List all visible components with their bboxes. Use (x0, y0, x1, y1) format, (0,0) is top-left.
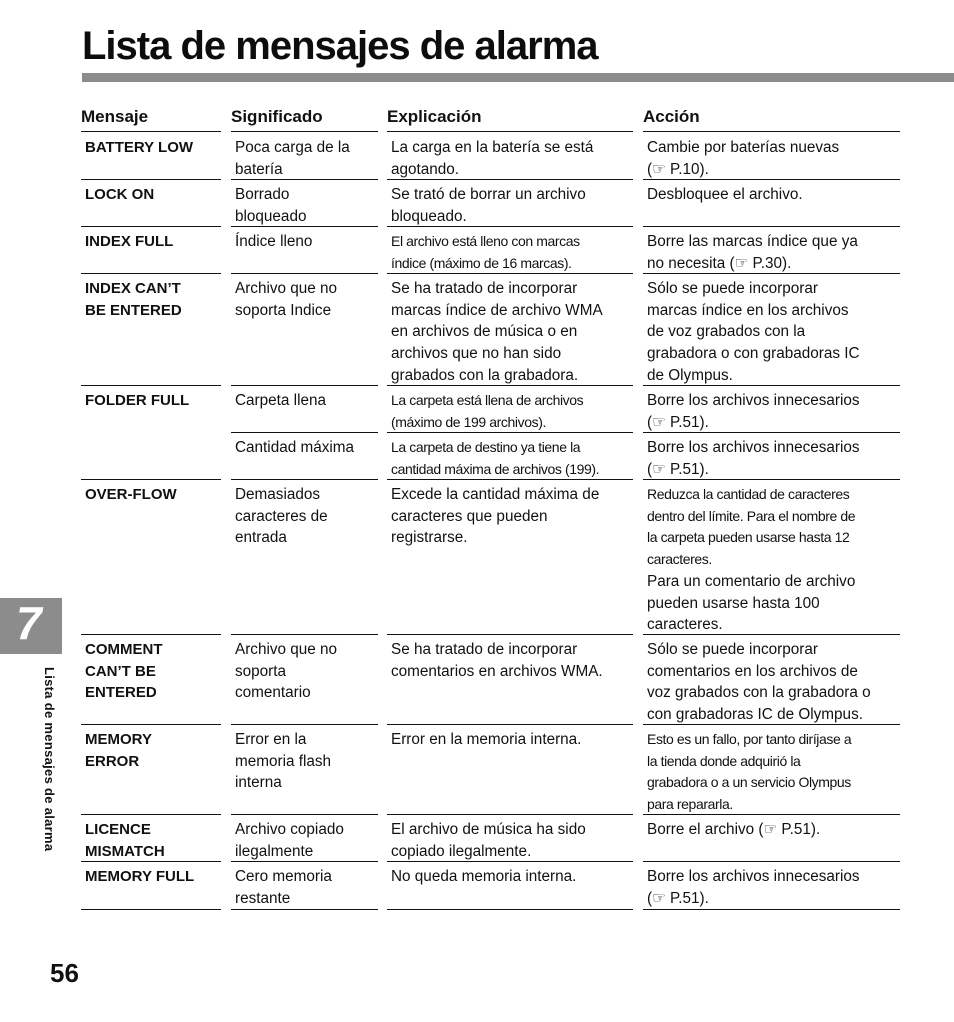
text-line: El archivo está lleno con marcas (391, 233, 580, 249)
cell-accion (643, 274, 900, 386)
text-line: comentarios en archivos WMA. (391, 662, 603, 680)
cell-mensaje (81, 274, 221, 386)
cell-mensaje (81, 862, 221, 910)
cell-accion (643, 433, 900, 480)
text-line: grabadora o con grabadoras IC (647, 345, 860, 363)
text-line: Para un comentario de archivo (647, 572, 856, 590)
text-line: copiado ilegalmente. (391, 842, 532, 860)
cell-mensaje (81, 180, 221, 227)
text-line: caracteres de (235, 507, 328, 525)
text-line: La carga en la batería se está (391, 139, 594, 156)
text-line: OVER-FLOW (85, 486, 177, 503)
cell-significado (231, 815, 378, 862)
cell-accion (643, 227, 900, 274)
cell-accion (643, 725, 900, 815)
text-line: Carpeta llena (235, 392, 326, 409)
chapter-side-label: Lista de mensajes de alarma (42, 667, 57, 852)
text-line: Poca carga de la (235, 139, 350, 156)
text-line: registrarse. (391, 529, 468, 547)
table-row (0, 133, 954, 180)
text-line: ENTERED (85, 684, 157, 702)
text-line: soporta (235, 662, 287, 680)
text-line: Se ha tratado de incorporar (391, 280, 578, 297)
text-line: índice (máximo de 16 marcas). (391, 254, 572, 271)
text-line: BE ENTERED (85, 301, 182, 319)
text-line: LOCK ON (85, 186, 155, 203)
cell-significado (231, 386, 378, 433)
text-line: archivos que no han sido (391, 345, 562, 363)
text-line: ilegalmente (235, 842, 314, 860)
text-line: MISMATCH (85, 842, 165, 860)
text-line: no necesita (☞ P.30). (647, 254, 792, 272)
text-line: grabadora o a un servicio Olympus (647, 774, 851, 791)
text-line: memoria flash (235, 752, 332, 770)
cell-explicacion (387, 386, 633, 433)
text-line: entrada (235, 529, 287, 547)
text-line: Archivo que no (235, 280, 338, 297)
text-line: marcas índice en los archivos (647, 301, 849, 319)
cell-explicacion (387, 862, 633, 910)
text-line: El archivo de música ha sido (391, 821, 586, 838)
cell-explicacion (387, 227, 633, 274)
page-title: Lista de mensajes de alarma (82, 24, 598, 68)
text-line: de voz grabados con la (647, 323, 806, 341)
text-line: Borre los archivos innecesarios (647, 868, 860, 885)
text-line: CAN’T BE (85, 662, 156, 680)
text-line: COMMENT (85, 641, 163, 658)
text-line: soporta Indice (235, 301, 332, 319)
cell-mensaje (81, 725, 221, 815)
text-line: (☞ P.51). (647, 413, 709, 431)
text-line: ERROR (85, 752, 140, 770)
cell-accion (643, 635, 900, 725)
text-line: Borre los archivos innecesarios (647, 439, 860, 456)
chapter-number: 7 (16, 597, 40, 649)
text-line: INDEX FULL (85, 233, 174, 250)
text-line: Borre las marcas índice que ya (647, 233, 858, 250)
text-line: INDEX CAN’T (85, 280, 181, 297)
cell-explicacion (387, 180, 633, 227)
text-line: La carpeta está llena de archivos (391, 392, 584, 408)
text-line: Error en la memoria interna. (391, 731, 582, 748)
cell-significado (231, 133, 378, 180)
page-number: 56 (50, 958, 79, 988)
text-line: restante (235, 889, 291, 907)
cell-accion (643, 815, 900, 862)
table-row (0, 180, 954, 227)
header-mensaje: Mensaje (81, 107, 221, 132)
text-line: Cero memoria (235, 868, 332, 885)
text-line: la tienda donde adquirió la (647, 752, 801, 769)
text-line: bloqueado (235, 207, 307, 225)
text-line: Esto es un fallo, por tanto diríjase a (647, 731, 852, 747)
cell-mensaje (81, 635, 221, 725)
text-line: Cantidad máxima (235, 439, 355, 456)
text-line: en archivos de música o en (391, 323, 578, 341)
text-line: interna (235, 774, 282, 792)
table-row (0, 725, 954, 815)
table-row (0, 274, 954, 386)
text-line: La carpeta de destino ya tiene la (391, 439, 581, 455)
text-line: caracteres que pueden (391, 507, 548, 525)
text-line: Sólo se puede incorporar (647, 280, 818, 297)
table-row (0, 862, 954, 910)
text-line: Se trató de borrar un archivo (391, 186, 586, 203)
text-line: comentarios en los archivos de (647, 662, 858, 680)
text-line: batería (235, 160, 283, 178)
text-line: Cambie por baterías nuevas (647, 139, 840, 156)
text-line: Desbloquee el archivo. (647, 186, 803, 203)
text-line: Error en la (235, 731, 307, 748)
cell-mensaje (81, 227, 221, 274)
text-line: No queda memoria interna. (391, 868, 577, 885)
text-line: Reduzca la cantidad de caracteres (647, 486, 850, 502)
text-line: FOLDER FULL (85, 392, 190, 409)
text-line: BATTERY LOW (85, 139, 194, 156)
text-line: pueden usarse hasta 100 (647, 594, 820, 612)
text-line: (☞ P.10). (647, 160, 709, 178)
cell-accion (643, 133, 900, 180)
header-accion: Acción (643, 107, 900, 132)
cell-accion (643, 386, 900, 433)
text-line: voz grabados con la grabadora o (647, 684, 871, 702)
text-line: Sólo se puede incorporar (647, 641, 818, 658)
cell-significado (231, 274, 378, 386)
text-line: (☞ P.51). (647, 889, 709, 907)
table-row (0, 815, 954, 862)
text-line: marcas índice de archivo WMA (391, 301, 603, 319)
text-line: de Olympus. (647, 366, 733, 384)
text-line: MEMORY (85, 731, 152, 748)
table-row (0, 480, 954, 635)
text-line: Borre los archivos innecesarios (647, 392, 860, 409)
cell-mensaje (81, 480, 221, 635)
text-line: para repararla. (647, 796, 733, 813)
cell-significado (231, 635, 378, 725)
text-line: agotando. (391, 160, 460, 178)
cell-explicacion (387, 815, 633, 862)
cell-significado (231, 480, 378, 635)
cell-accion (643, 480, 900, 635)
text-line: Se ha tratado de incorporar (391, 641, 578, 658)
cell-explicacion (387, 433, 633, 480)
cell-significado (231, 862, 378, 910)
text-line: Borre el archivo (☞ P.51). (647, 821, 821, 838)
cell-explicacion (387, 274, 633, 386)
table-row (0, 386, 954, 480)
text-line: Archivo copiado (235, 821, 344, 838)
text-line: Índice lleno (235, 233, 313, 250)
cell-accion (643, 862, 900, 910)
cell-explicacion (387, 133, 633, 180)
title-rule (82, 73, 954, 82)
cell-significado (231, 227, 378, 274)
header-significado: Significado (231, 107, 378, 132)
cell-mensaje (81, 815, 221, 862)
table-row (0, 227, 954, 274)
text-line: caracteres. (647, 616, 723, 634)
cell-explicacion (387, 635, 633, 725)
text-line: Excede la cantidad máxima de (391, 486, 600, 503)
cell-mensaje (81, 133, 221, 180)
text-line: bloqueado. (391, 207, 467, 225)
text-line: Demasiados (235, 486, 321, 503)
cell-significado (231, 180, 378, 227)
cell-significado (231, 725, 378, 815)
text-line: dentro del límite. Para el nombre de (647, 507, 856, 524)
cell-explicacion (387, 725, 633, 815)
text-line: Archivo que no (235, 641, 338, 658)
text-line: cantidad máxima de archivos (199). (391, 460, 600, 477)
text-line: comentario (235, 684, 311, 702)
cell-explicacion (387, 480, 633, 635)
text-line: la carpeta pueden usarse hasta 12 (647, 529, 850, 546)
text-line: grabados con la grabadora. (391, 366, 579, 384)
text-line: caracteres. (647, 551, 712, 568)
text-line: LICENCE (85, 821, 151, 838)
cell-mensaje (81, 386, 221, 480)
table-row (0, 635, 954, 725)
cell-accion (643, 180, 900, 227)
text-line: MEMORY FULL (85, 868, 195, 885)
text-line: Borrado (235, 186, 290, 203)
text-line: (☞ P.51). (647, 460, 709, 478)
header-explicacion: Explicación (387, 107, 633, 132)
text-line: (máximo de 199 archivos). (391, 413, 546, 430)
cell-significado (231, 433, 378, 480)
text-line: con grabadoras IC de Olympus. (647, 706, 863, 724)
